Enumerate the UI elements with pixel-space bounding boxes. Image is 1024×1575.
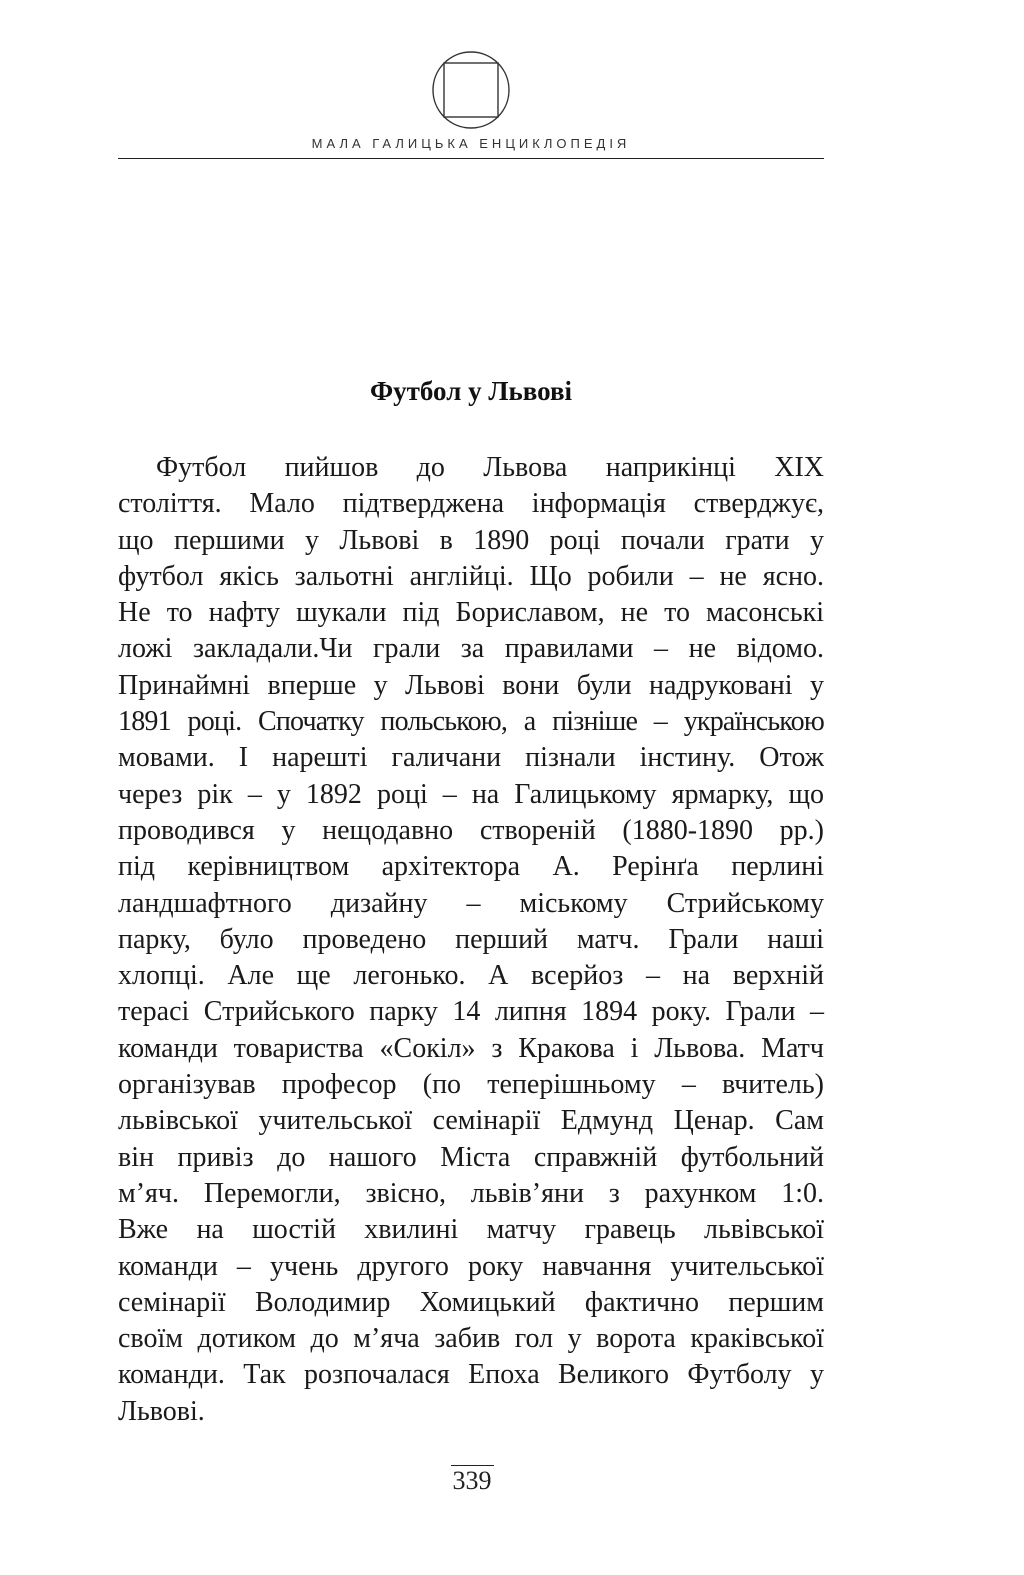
- body-line: мовами. І нарешті галичани пізнали інстину. Отож: [118, 742, 824, 774]
- body-line: через рік – у 1892 році – на Галицькому ярмарку, що: [118, 778, 824, 810]
- article-title: Футбол у Львові: [369, 376, 573, 406]
- body-line: ложі закладали.Чи грали за правилами – не відомо.: [118, 633, 824, 665]
- body-line: своїм дотиком до м’яча забив гол у ворота краківської: [118, 1323, 824, 1355]
- body-line: команди товариства «Сокіл» з Кракова і Львова. Матч: [118, 1032, 824, 1064]
- body-line: хлопці. Але ще легонько. А всерйоз – на верхній: [118, 960, 824, 992]
- body-line: футбол якісь зальотні англійці. Що робили – не ясно.: [118, 560, 824, 592]
- body-line: організував професор (по теперішньому – вчитель): [118, 1069, 824, 1101]
- body-line: Принаймні вперше у Львові вони були надруковані у: [118, 669, 824, 701]
- body-line: Львові.: [118, 1395, 205, 1427]
- body-line: ландшафтного дизайну – міському Стрийському: [118, 887, 824, 919]
- body-line: століття. Мало підтверджена інформація стверджує,: [118, 488, 824, 520]
- body-line: парку, було проведено перший матч. Грали наші: [118, 923, 824, 955]
- body-line: Не то нафту шукали під Бориславом, не то масонські: [118, 597, 824, 629]
- header-divider: [118, 158, 824, 159]
- body-line: Вже на шостій хвилині матчу гравець львівської: [118, 1214, 824, 1246]
- body-line: терасі Стрийського парку 14 липня 1894 року. Грали –: [118, 996, 824, 1028]
- body-line: що першими у Львові в 1890 році почали грати у: [118, 524, 824, 556]
- page-number-value: 339: [452, 1466, 492, 1495]
- body-line: команди – учень другого року навчання учительської: [118, 1250, 824, 1282]
- body-line: семінарії Володимир Хомицький фактично першим: [118, 1286, 824, 1318]
- article-body: [118, 450, 824, 1430]
- encyclopedia-emblem-icon: [431, 50, 511, 130]
- body-line: він привіз до нашого Міста справжній футбольний: [118, 1141, 824, 1173]
- page-number: [0, 1466, 944, 1496]
- body-line: під керівництвом архітектора А. Рерінґа перлині: [118, 851, 824, 883]
- body-line: Футбол пийшов до Львова наприкінці XIX: [156, 452, 824, 483]
- body-line: проводився у нещодавно створеній (1880-1890 рр.): [118, 814, 824, 846]
- body-line: львівської учительської семінарії Едмунд Ценар. Сам: [118, 1105, 824, 1137]
- body-line: м’яч. Перемогли, звісно, львів’яни з рахунком 1:0.: [118, 1177, 824, 1209]
- running-header-title: МАЛА ГАЛИЦЬКА ЕНЦИКЛОПЕДІЯ: [311, 136, 631, 151]
- body-line: команди. Так розпочалася Епоха Великого Футболу у: [118, 1359, 824, 1391]
- body-line: 1891 році. Спочатку польською, а пізніше – українською: [118, 706, 824, 738]
